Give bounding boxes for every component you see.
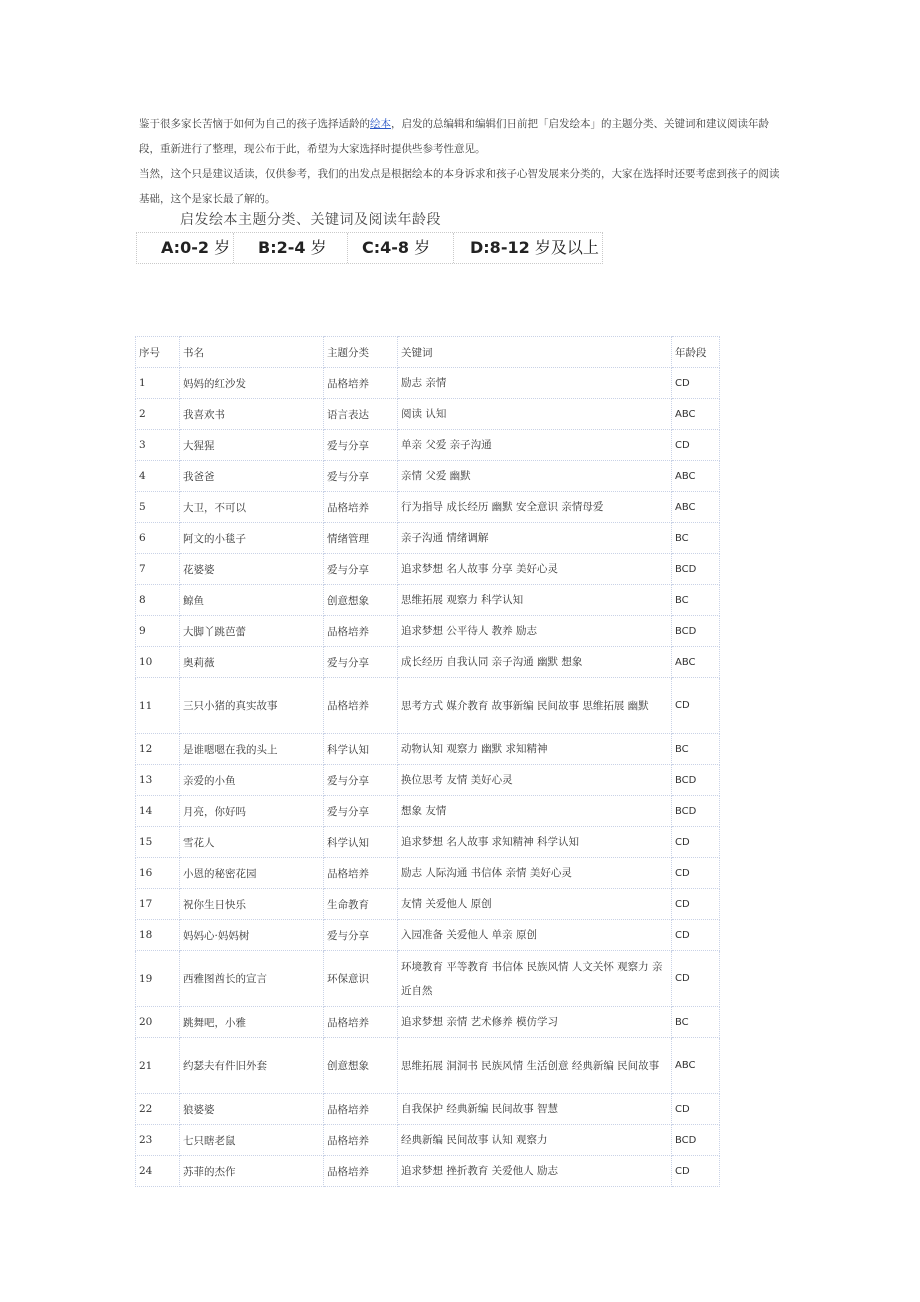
age-range: CD (672, 858, 720, 889)
book-title: 跳舞吧，小雅 (180, 1007, 324, 1038)
theme-category: 品格培养 (324, 1007, 398, 1038)
book-title: 雪花人 (180, 827, 324, 858)
header-cell: 年龄段 (672, 337, 720, 368)
header-cell: 序号 (136, 337, 180, 368)
table-row (136, 430, 720, 461)
age-range: ABC (672, 492, 720, 523)
age-group-c (348, 233, 454, 263)
theme-category: 爱与分享 (324, 554, 398, 585)
theme-category: 爱与分享 (324, 765, 398, 796)
book-title: 奥莉薇 (180, 647, 324, 678)
theme-category: 品格培养 (324, 616, 398, 647)
table-row (136, 1156, 720, 1187)
row-number: 21 (136, 1038, 180, 1094)
row-number: 14 (136, 796, 180, 827)
theme-category: 生命教育 (324, 889, 398, 920)
book-title: 大脚丫跳芭蕾 (180, 616, 324, 647)
row-number: 8 (136, 585, 180, 616)
keywords: 单亲 父爱 亲子沟通 (398, 430, 672, 461)
age-range: BCD (672, 1125, 720, 1156)
table-row (136, 461, 720, 492)
table-row (136, 554, 720, 585)
book-title: 大卫，不可以 (180, 492, 324, 523)
age-range: BCD (672, 554, 720, 585)
table-row (136, 399, 720, 430)
age-code: D:8-12 (470, 238, 530, 257)
theme-category: 创意想象 (324, 585, 398, 616)
keywords: 思维拓展 观察力 科学认知 (398, 585, 672, 616)
age-group-d (454, 233, 602, 263)
keywords: 想象 友情 (398, 796, 672, 827)
age-range: CD (672, 678, 720, 734)
table-row (136, 858, 720, 889)
theme-category: 品格培养 (324, 1094, 398, 1125)
keywords: 追求梦想 亲情 艺术修养 模仿学习 (398, 1007, 672, 1038)
book-title: 妈妈的红沙发 (180, 368, 324, 399)
table-row (136, 523, 720, 554)
keywords: 阅读 认知 (398, 399, 672, 430)
book-table (135, 336, 720, 1187)
theme-category: 品格培养 (324, 1156, 398, 1187)
age-unit: 岁 (310, 238, 327, 257)
keywords: 友情 关爱他人 原创 (398, 889, 672, 920)
row-number: 24 (136, 1156, 180, 1187)
row-number: 20 (136, 1007, 180, 1038)
intro-text-span: 鉴于很多家长苦恼于如何为自己的孩子选择适龄的 (139, 118, 370, 130)
row-number: 4 (136, 461, 180, 492)
keywords: 追求梦想 名人故事 分享 美好心灵 (398, 554, 672, 585)
table-row (136, 585, 720, 616)
row-number: 17 (136, 889, 180, 920)
table-row (136, 1038, 720, 1094)
row-number: 15 (136, 827, 180, 858)
theme-category: 品格培养 (324, 858, 398, 889)
table-row (136, 647, 720, 678)
theme-category: 语言表达 (324, 399, 398, 430)
book-title: 七只瞎老鼠 (180, 1125, 324, 1156)
keywords: 环境教育 平等教育 书信体 民族风情 人文关怀 观察力 亲近自然 (398, 951, 672, 1007)
book-title: 大猩猩 (180, 430, 324, 461)
book-title: 狼婆婆 (180, 1094, 324, 1125)
keywords: 成长经历 自我认同 亲子沟通 幽默 想象 (398, 647, 672, 678)
row-number: 10 (136, 647, 180, 678)
table-row (136, 1007, 720, 1038)
age-range: BCD (672, 616, 720, 647)
book-title: 我爸爸 (180, 461, 324, 492)
book-title: 我喜欢书 (180, 399, 324, 430)
age-range: ABC (672, 1038, 720, 1094)
row-number: 12 (136, 734, 180, 765)
table-row (136, 492, 720, 523)
row-number: 13 (136, 765, 180, 796)
book-title: 阿文的小毯子 (180, 523, 324, 554)
age-range: CD (672, 827, 720, 858)
theme-category: 品格培养 (324, 678, 398, 734)
row-number: 22 (136, 1094, 180, 1125)
age-range: ABC (672, 399, 720, 430)
keywords: 换位思考 友情 美好心灵 (398, 765, 672, 796)
table-row (136, 678, 720, 734)
theme-category: 爱与分享 (324, 647, 398, 678)
theme-category: 科学认知 (324, 827, 398, 858)
table-row (136, 827, 720, 858)
book-title: 花婆婆 (180, 554, 324, 585)
book-title: 是谁嗯嗯在我的头上 (180, 734, 324, 765)
age-range: BC (672, 585, 720, 616)
keywords: 行为指导 成长经历 幽默 安全意识 亲情母爱 (398, 492, 672, 523)
row-number: 11 (136, 678, 180, 734)
intro-paragraph-2: 当然，这个只是建议适读，仅供参考，我们的出发点是根据绘本的本身诉求和孩子心智发展来分类的，大家在选择时还要考虑到孩子的阅读基础，这个是家长最了解的。 (139, 168, 780, 205)
book-title: 鲸鱼 (180, 585, 324, 616)
book-title: 西雅图酋长的宣言 (180, 951, 324, 1007)
age-unit: 岁 (214, 238, 231, 257)
row-number: 1 (136, 368, 180, 399)
row-number: 19 (136, 951, 180, 1007)
header-cell: 关键词 (398, 337, 672, 368)
age-range: ABC (672, 461, 720, 492)
table-row (136, 889, 720, 920)
book-title: 月亮，你好吗 (180, 796, 324, 827)
intro-paragraph-1 (139, 112, 784, 162)
theme-category: 创意想象 (324, 1038, 398, 1094)
table-row (136, 368, 720, 399)
theme-category: 环保意识 (324, 951, 398, 1007)
table-header-row (136, 337, 720, 368)
theme-category: 品格培养 (324, 368, 398, 399)
keywords: 自我保护 经典新编 民间故事 智慧 (398, 1094, 672, 1125)
keywords: 思考方式 媒介教育 故事新编 民间故事 思维拓展 幽默 (398, 678, 672, 734)
keywords: 亲子沟通 情绪调解 (398, 523, 672, 554)
table-row (136, 765, 720, 796)
age-range: CD (672, 1156, 720, 1187)
age-group-b (234, 233, 348, 263)
table-row (136, 616, 720, 647)
age-range: BC (672, 734, 720, 765)
row-number: 16 (136, 858, 180, 889)
keywords: 思维拓展 洞洞书 民族风情 生活创意 经典新编 民间故事 (398, 1038, 672, 1094)
row-number: 7 (136, 554, 180, 585)
row-number: 3 (136, 430, 180, 461)
book-title: 妈妈心·妈妈树 (180, 920, 324, 951)
age-code: C:4-8 (362, 238, 410, 257)
keywords: 励志 人际沟通 书信体 亲情 美好心灵 (398, 858, 672, 889)
theme-category: 爱与分享 (324, 461, 398, 492)
header-cell: 书名 (180, 337, 324, 368)
table-row (136, 1094, 720, 1125)
age-range: BC (672, 1007, 720, 1038)
age-range: CD (672, 368, 720, 399)
row-number: 9 (136, 616, 180, 647)
age-code: A:0-2 (161, 238, 209, 257)
table-row (136, 951, 720, 1007)
row-number: 2 (136, 399, 180, 430)
book-title: 亲爱的小鱼 (180, 765, 324, 796)
keywords: 追求梦想 公平待人 教养 励志 (398, 616, 672, 647)
book-title: 三只小猪的真实故事 (180, 678, 324, 734)
theme-category: 科学认知 (324, 734, 398, 765)
age-group-a (137, 233, 234, 263)
theme-category: 爱与分享 (324, 920, 398, 951)
table-body (136, 368, 720, 1187)
age-range: CD (672, 1094, 720, 1125)
keywords: 励志 亲情 (398, 368, 672, 399)
age-range: CD (672, 920, 720, 951)
table-row (136, 734, 720, 765)
age-code: B:2-4 (258, 238, 306, 257)
age-unit: 岁 (414, 238, 431, 257)
age-range: CD (672, 430, 720, 461)
keywords: 入园准备 关爱他人 单亲 原创 (398, 920, 672, 951)
row-number: 6 (136, 523, 180, 554)
theme-category: 品格培养 (324, 1125, 398, 1156)
book-title: 小恩的秘密花园 (180, 858, 324, 889)
intro-text (139, 112, 784, 212)
age-range: BCD (672, 796, 720, 827)
row-number: 23 (136, 1125, 180, 1156)
intro-text-span: ，启发的总编辑和编辑们日前把「启发绘本」的主题分类、关键词和建议阅读年龄段，重新进行了整理，现公布于此，希望为大家选择时提供些参考性意见。 (139, 118, 769, 155)
age-range: CD (672, 889, 720, 920)
age-unit: 岁及以上 (534, 238, 599, 257)
table-row (136, 796, 720, 827)
age-range: BCD (672, 765, 720, 796)
age-group-legend (136, 232, 603, 264)
theme-category: 爱与分享 (324, 796, 398, 827)
age-range: ABC (672, 647, 720, 678)
section-subtitle: 启发绘本主题分类、关键词及阅读年龄段 (180, 212, 441, 228)
table-row (136, 920, 720, 951)
header-cell: 主题分类 (324, 337, 398, 368)
row-number: 18 (136, 920, 180, 951)
keywords: 亲情 父爱 幽默 (398, 461, 672, 492)
picture-book-link[interactable]: 绘本 (370, 118, 391, 130)
keywords: 追求梦想 名人故事 求知精神 科学认知 (398, 827, 672, 858)
book-title: 苏菲的杰作 (180, 1156, 324, 1187)
row-number: 5 (136, 492, 180, 523)
keywords: 经典新编 民间故事 认知 观察力 (398, 1125, 672, 1156)
theme-category: 情绪管理 (324, 523, 398, 554)
age-range: CD (672, 951, 720, 1007)
theme-category: 爱与分享 (324, 430, 398, 461)
age-range: BC (672, 523, 720, 554)
book-title: 祝你生日快乐 (180, 889, 324, 920)
table-row (136, 1125, 720, 1156)
book-title: 约瑟夫有件旧外套 (180, 1038, 324, 1094)
keywords: 追求梦想 挫折教育 关爱他人 励志 (398, 1156, 672, 1187)
keywords: 动物认知 观察力 幽默 求知精神 (398, 734, 672, 765)
theme-category: 品格培养 (324, 492, 398, 523)
